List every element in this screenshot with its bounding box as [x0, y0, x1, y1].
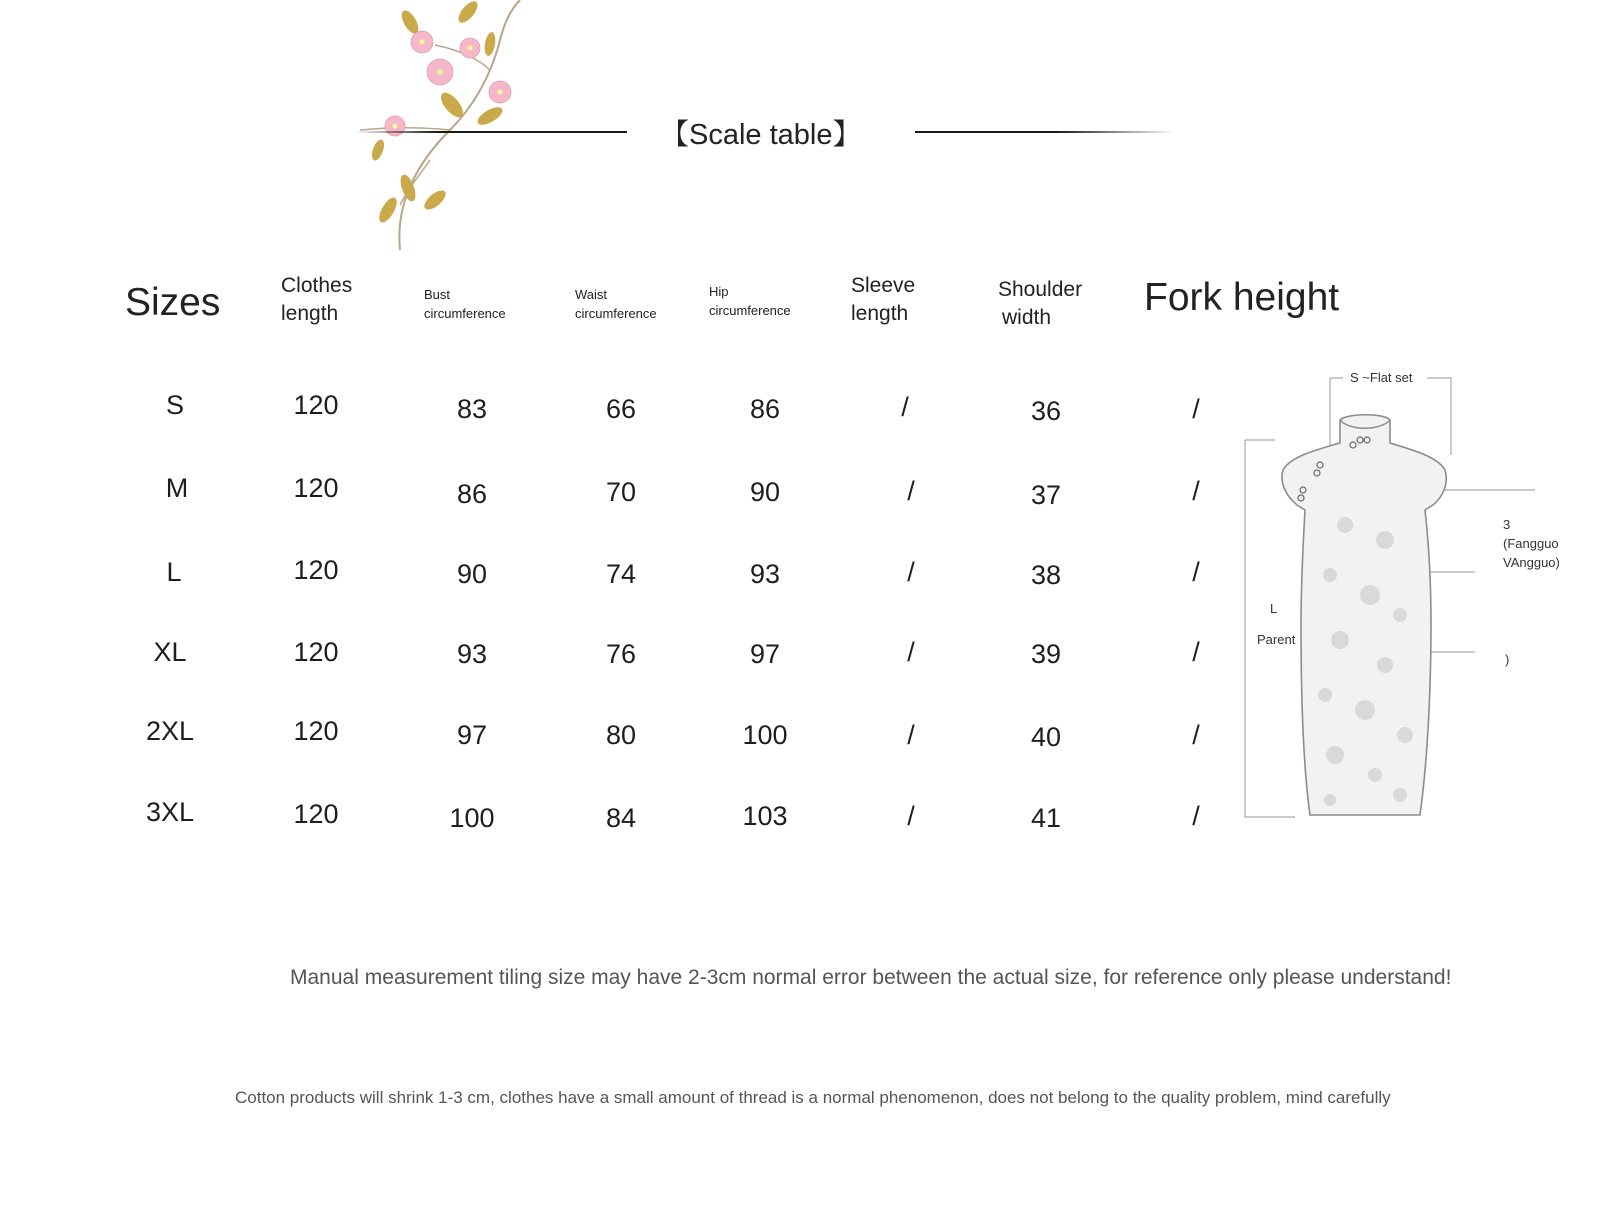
diagram-label-left: L: [1270, 601, 1278, 616]
cell-bust: 86: [456, 479, 488, 509]
cell-clothes-length: 120: [293, 716, 339, 746]
cell-hip: 93: [749, 559, 781, 589]
column-header-bust: [424, 286, 506, 324]
cell-waist: 80: [605, 720, 637, 750]
diagram-label-side: ): [1505, 652, 1510, 667]
cell-bust: 97: [456, 720, 488, 750]
header-line: Bust: [424, 287, 451, 302]
header-line: Sleeve: [851, 274, 916, 297]
diagram-label-side: (Fangguo: [1503, 536, 1559, 551]
cell-clothes-length: 120: [293, 799, 339, 829]
cotton-note: Cotton products will shrink 1-3 cm, clothes have a small amount of thread is a normal phenomenon, does not belong to the quality problem, mind carefully: [235, 1088, 1391, 1107]
cell-hip: 90: [749, 477, 781, 507]
header-line: circumference: [709, 302, 791, 318]
cell-bust: 93: [456, 639, 488, 669]
page-title: 【Scale table】: [660, 119, 862, 151]
column-header-sizes: Sizes: [125, 281, 221, 324]
column-header-waist: [575, 286, 657, 324]
cell-shoulder: 36: [1030, 396, 1062, 426]
cell-shoulder: 41: [1030, 803, 1062, 833]
cell-shoulder: 39: [1030, 639, 1062, 669]
diagram-label-top: S ~Flat set: [1350, 370, 1413, 385]
cell-fork: /: [1192, 557, 1200, 587]
cell-bust: 83: [456, 394, 488, 424]
diagram-label-left: Parent: [1257, 632, 1296, 647]
cell-size: L: [166, 557, 182, 587]
cell-size: M: [165, 473, 189, 503]
measurement-note: Manual measurement tiling size may have 2-3cm normal error between the actual size, for reference only please understand!: [290, 966, 1452, 989]
cell-clothes-length: 120: [293, 473, 339, 503]
title-rule-right: [915, 131, 1175, 133]
cell-fork: /: [1192, 720, 1200, 750]
header-line: Clothes: [281, 274, 353, 297]
cell-waist: 84: [605, 803, 637, 833]
cell-size: XL: [153, 637, 187, 667]
cell-hip: 103: [742, 801, 788, 831]
flower-branch-decoration: [340, 0, 540, 260]
cell-shoulder: 40: [1030, 722, 1062, 752]
cell-bust: 100: [449, 803, 495, 833]
cell-waist: 76: [605, 639, 637, 669]
diagram-label-side: VAngguo): [1503, 555, 1560, 570]
cell-clothes-length: 120: [293, 555, 339, 585]
cell-waist: 70: [605, 477, 637, 507]
cell-hip: 100: [742, 720, 788, 750]
cell-sleeve: /: [901, 392, 909, 422]
cell-hip: 97: [749, 639, 781, 669]
cell-sleeve: /: [907, 637, 915, 667]
cell-sleeve: /: [907, 801, 915, 831]
dress-silhouette: [1282, 415, 1446, 815]
cell-waist: 66: [605, 394, 637, 424]
cell-clothes-length: 120: [293, 390, 339, 420]
cell-sleeve: /: [907, 557, 915, 587]
cell-fork: /: [1192, 476, 1200, 506]
cell-hip: 86: [749, 394, 781, 424]
cell-fork: /: [1192, 801, 1200, 831]
cell-size: 2XL: [145, 716, 195, 746]
header-line: length: [851, 302, 909, 326]
cell-clothes-length: 120: [293, 637, 339, 667]
cell-shoulder: 37: [1030, 480, 1062, 510]
column-header-sleeve-length: [851, 272, 915, 329]
header-line: circumference: [575, 305, 657, 321]
column-header-clothes-length: [281, 272, 352, 329]
title-rule-left: [355, 131, 627, 133]
cell-sleeve: /: [907, 720, 915, 750]
cell-shoulder: 38: [1030, 560, 1062, 590]
column-header-shoulder-width: [998, 276, 1082, 333]
column-header-fork-height: Fork height: [1144, 276, 1340, 319]
header-line: circumference: [424, 305, 506, 321]
header-line: Shoulder: [998, 278, 1083, 301]
header-line: width: [1002, 306, 1052, 330]
header-line: length: [281, 302, 339, 326]
cell-size: S: [165, 390, 184, 420]
cell-sleeve: /: [907, 476, 915, 506]
header-line: Waist: [575, 287, 608, 302]
cell-fork: /: [1192, 394, 1200, 424]
header-line: Hip: [709, 284, 729, 299]
qipao-measurement-diagram: [1235, 365, 1555, 845]
cell-waist: 74: [605, 559, 637, 589]
column-header-hip: [709, 283, 791, 321]
cell-fork: /: [1192, 637, 1200, 667]
cell-bust: 90: [456, 559, 488, 589]
diagram-label-side: 3: [1503, 517, 1511, 532]
cell-size: 3XL: [145, 797, 195, 827]
